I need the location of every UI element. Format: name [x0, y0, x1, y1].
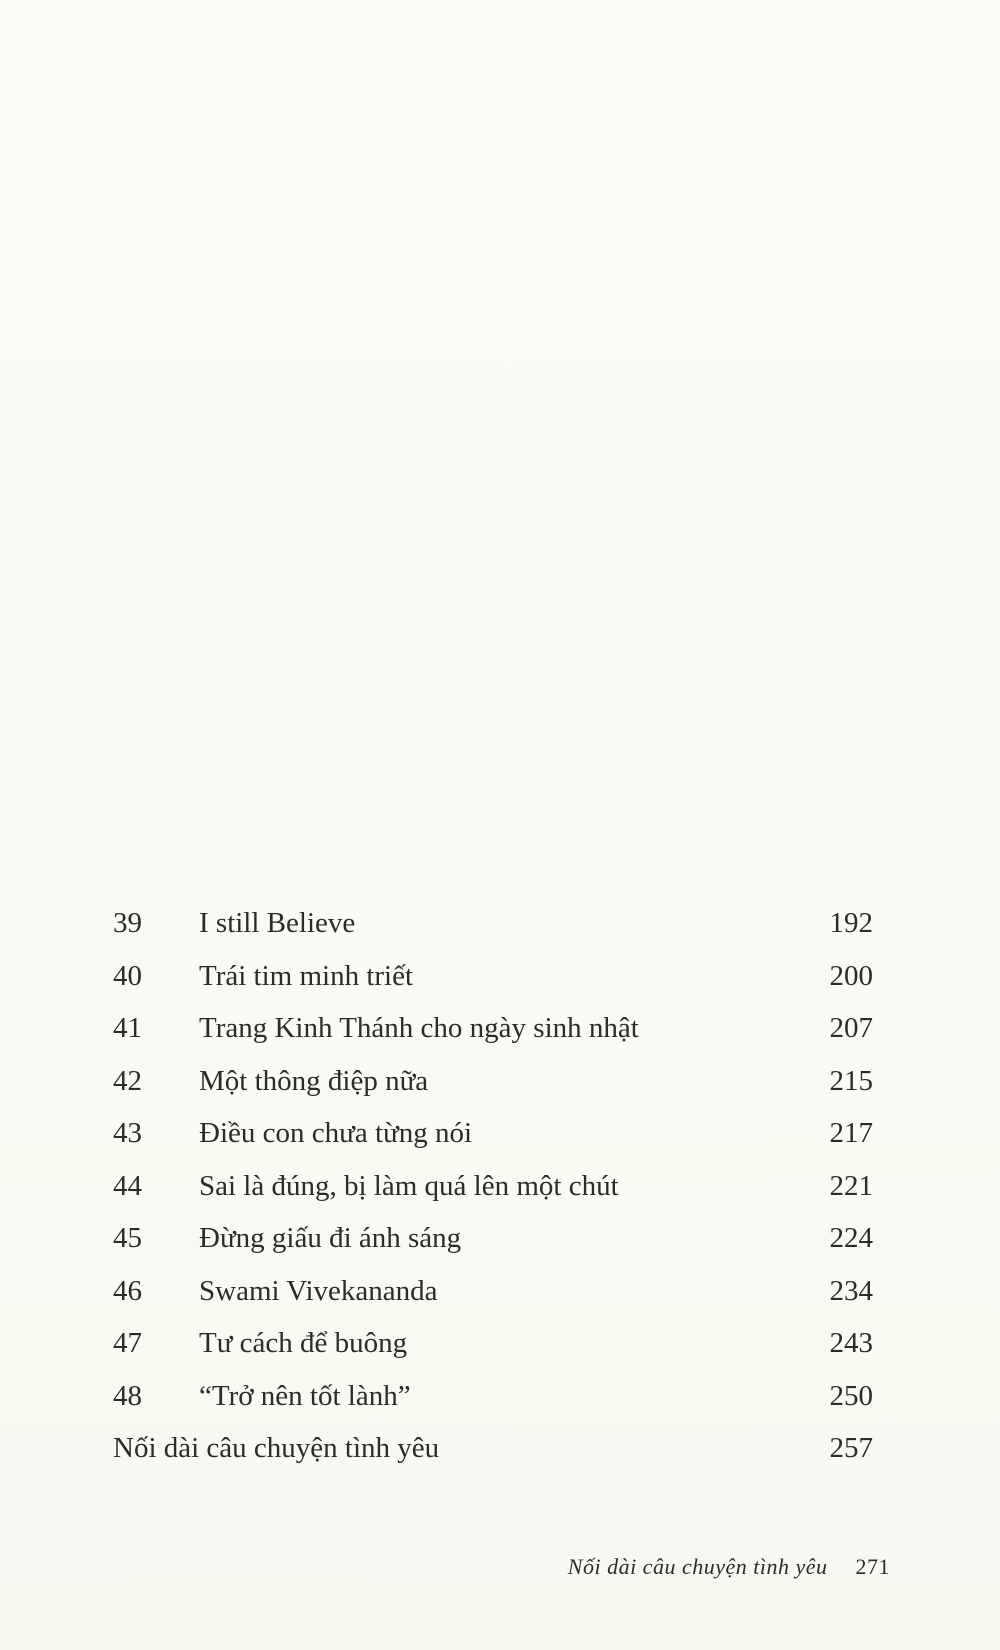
toc-entry-number: 47 [113, 1327, 142, 1359]
toc-entry-title: Tư cách để buông [199, 1327, 408, 1359]
toc-entry-page: 234 [829, 1274, 873, 1307]
toc-entry-40 [113, 950, 873, 1003]
toc-entry-page: 215 [829, 1064, 873, 1097]
toc-entry-title: Nối dài câu chuyện tình yêu [113, 1432, 440, 1464]
toc-entry-number: 46 [113, 1274, 142, 1307]
toc-entry-title: Trái tim minh triết [199, 959, 414, 992]
toc-entry-number: 45 [113, 1222, 142, 1254]
table-of-contents [113, 897, 873, 1475]
toc-entry-45 [113, 1212, 873, 1265]
toc-entry-number: 42 [113, 1064, 142, 1097]
toc-entry-48 [113, 1370, 873, 1423]
toc-entry-page: 192 [829, 907, 873, 939]
toc-entry-number: 44 [113, 1169, 142, 1202]
toc-entry-title: Sai là đúng, bị làm quá lên một chút [199, 1169, 619, 1202]
toc-entry-page: 243 [829, 1327, 873, 1359]
toc-entry-page: 257 [829, 1432, 873, 1464]
toc-entry-title: Điều con chưa từng nói [199, 1117, 473, 1149]
toc-entry-page: 200 [829, 959, 873, 992]
toc-entry-closing [113, 1422, 873, 1475]
toc-entry-43 [113, 1107, 873, 1160]
toc-entry-39 [113, 897, 873, 950]
toc-entry-number: 41 [113, 1012, 142, 1044]
toc-entry-41 [113, 1002, 873, 1055]
footer-running-title: Nối dài câu chuyện tình yêu [567, 1554, 828, 1579]
toc-entry-title: Đừng giấu đi ánh sáng [199, 1222, 462, 1254]
toc-entry-title: Trang Kinh Thánh cho ngày sinh nhật [199, 1012, 639, 1044]
toc-entry-47 [113, 1317, 873, 1370]
toc-entry-46 [113, 1265, 873, 1318]
toc-entry-number: 43 [113, 1117, 142, 1149]
toc-entry-title: Swami Vivekananda [199, 1274, 438, 1307]
toc-entry-number: 39 [113, 907, 142, 939]
toc-entry-page: 221 [829, 1169, 873, 1202]
toc-entry-title: Một thông điệp nữa [199, 1064, 429, 1097]
toc-entry-42 [113, 1055, 873, 1108]
running-footer [568, 1552, 890, 1582]
toc-entry-number: 40 [113, 959, 142, 992]
toc-entry-page: 217 [829, 1117, 873, 1149]
toc-entry-page: 250 [829, 1379, 873, 1412]
toc-entry-title: “Trở nên tốt lành” [199, 1379, 411, 1412]
toc-entry-title: I still Believe [199, 907, 356, 939]
toc-entry-44 [113, 1160, 873, 1213]
toc-entry-page: 224 [829, 1222, 873, 1254]
footer-page-number: 271 [855, 1554, 890, 1579]
toc-entry-number: 48 [113, 1379, 142, 1412]
toc-entry-page: 207 [829, 1012, 873, 1044]
